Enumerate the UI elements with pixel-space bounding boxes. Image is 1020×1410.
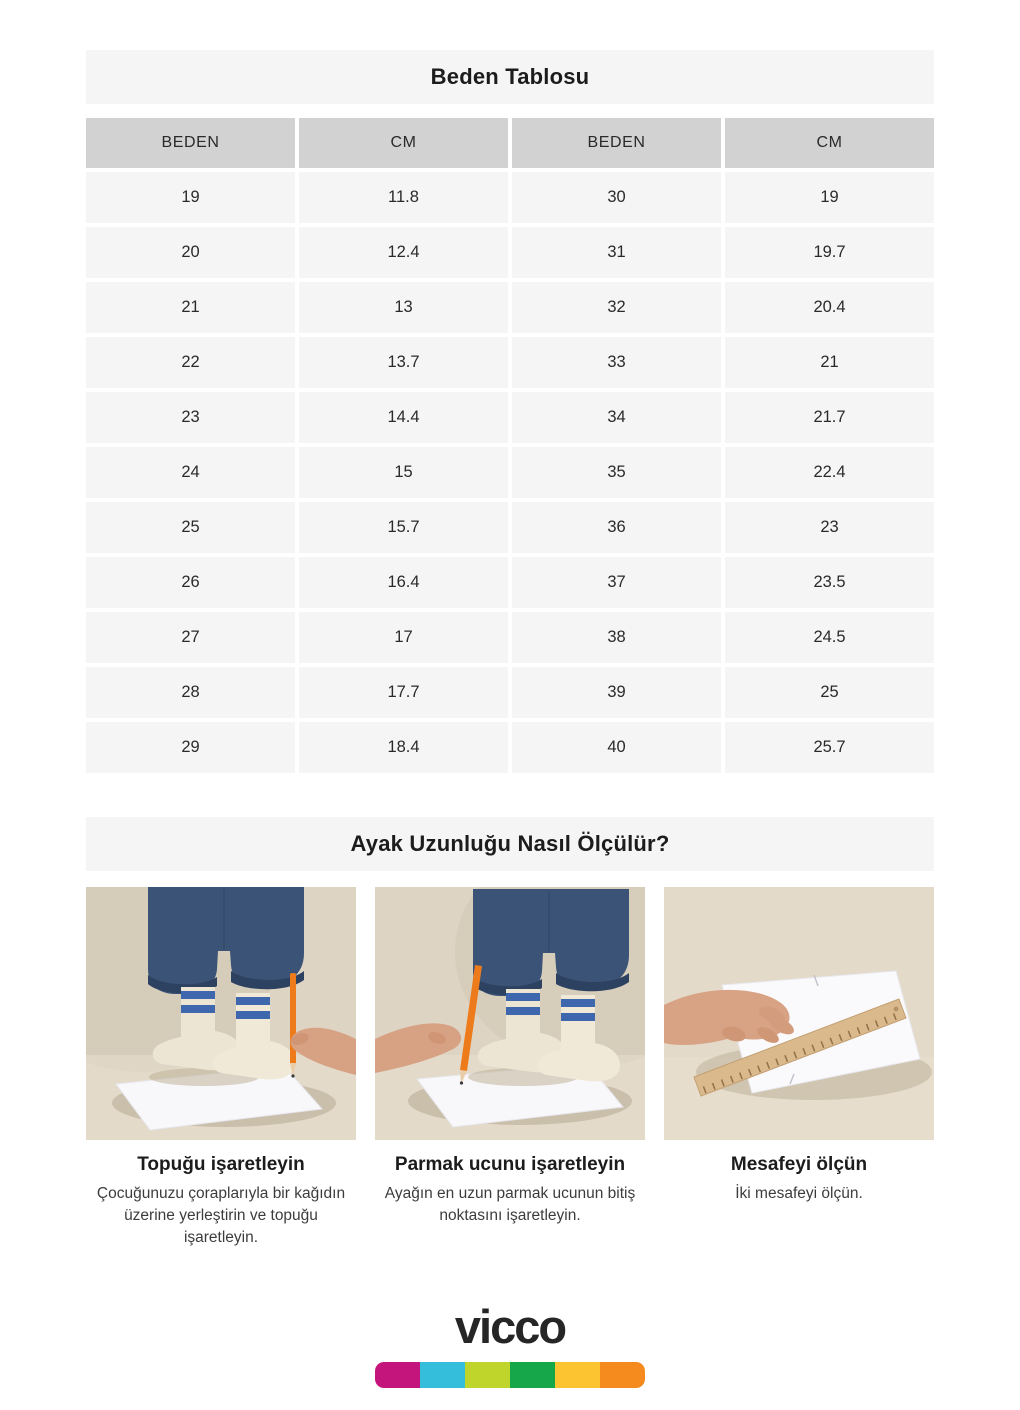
- step-description: Çocuğunuzu çoraplarıyla bir kağıdın üzerine yerleştirin ve topuğu işaretleyin.: [96, 1185, 346, 1246]
- size-table-cell: 26: [86, 557, 295, 608]
- size-table-cell: 37: [512, 557, 721, 608]
- size-table-cell: 12.4: [299, 227, 508, 278]
- size-table: [86, 118, 934, 773]
- size-table-cell: 23: [725, 502, 934, 553]
- size-table-cell: 17: [299, 612, 508, 663]
- mark-heel-photo: [86, 887, 356, 1140]
- measure-steps: [86, 887, 934, 1249]
- size-table-cell: 20: [86, 227, 295, 278]
- size-table-cell: 11.8: [299, 172, 508, 223]
- measure-distance-photo: [664, 887, 934, 1140]
- size-table-cell: 33: [512, 337, 721, 388]
- measure-guide-title: Ayak Uzunluğu Nasıl Ölçülür?: [350, 831, 670, 856]
- brand-color-bar: [375, 1362, 645, 1388]
- size-table-cell: 29: [86, 722, 295, 773]
- mark-toe-photo: [375, 887, 645, 1140]
- size-table-cell: 20.4: [725, 282, 934, 333]
- size-guide-page: [86, 50, 934, 1388]
- size-table-cell: 13: [299, 282, 508, 333]
- size-table-cell: 25.7: [725, 722, 934, 773]
- size-table-cell: 25: [86, 502, 295, 553]
- size-table-cell: 24: [86, 447, 295, 498]
- size-table-header-cell: CM: [299, 118, 508, 168]
- size-table-cell: 21: [86, 282, 295, 333]
- brand-logo: vicco: [454, 1300, 566, 1353]
- size-table-cell: 27: [86, 612, 295, 663]
- size-table-cell: 15.7: [299, 502, 508, 553]
- brand-color-bar-segment: [420, 1362, 465, 1388]
- size-table-cell: 25: [725, 667, 934, 718]
- size-table-cell: 19.7: [725, 227, 934, 278]
- size-table-header-cell: BEDEN: [512, 118, 721, 168]
- size-table-cell: 13.7: [299, 337, 508, 388]
- size-table-cell: 18.4: [299, 722, 508, 773]
- size-table-cell: 30: [512, 172, 721, 223]
- size-table-cell: 21: [725, 337, 934, 388]
- step-title: Mesafeyi ölçün: [730, 1154, 868, 1175]
- step-description: İki mesafeyi ölçün.: [735, 1185, 863, 1202]
- brand-color-bar-segment: [510, 1362, 555, 1388]
- size-table-cell: 38: [512, 612, 721, 663]
- size-table-title: Beden Tablosu: [430, 64, 590, 89]
- size-table-title-band: [86, 50, 934, 104]
- measure-step-3: [664, 887, 934, 1249]
- size-table-cell: 28: [86, 667, 295, 718]
- size-table-cell: 14.4: [299, 392, 508, 443]
- size-table-cell: 39: [512, 667, 721, 718]
- size-table-cell: 23.5: [725, 557, 934, 608]
- measure-step-1: [86, 887, 356, 1249]
- brand-footer: [86, 1300, 934, 1388]
- measure-guide-title-band: [86, 817, 934, 871]
- step-title: Parmak ucunu işaretleyin: [394, 1154, 626, 1175]
- size-table-cell: 21.7: [725, 392, 934, 443]
- size-table-cell: 19: [86, 172, 295, 223]
- brand-color-bar-segment: [465, 1362, 510, 1388]
- size-table-cell: 35: [512, 447, 721, 498]
- brand-color-bar-segment: [555, 1362, 600, 1388]
- size-table-cell: 31: [512, 227, 721, 278]
- size-table-cell: 36: [512, 502, 721, 553]
- size-table-cell: 16.4: [299, 557, 508, 608]
- size-table-cell: 34: [512, 392, 721, 443]
- size-table-cell: 32: [512, 282, 721, 333]
- size-table-cell: 17.7: [299, 667, 508, 718]
- size-table-cell: 22.4: [725, 447, 934, 498]
- size-table-cell: 19: [725, 172, 934, 223]
- size-table-header-cell: BEDEN: [86, 118, 295, 168]
- step-description: Ayağın en uzun parmak ucunun bitiş noktasını işaretleyin.: [384, 1185, 636, 1224]
- size-table-cell: 40: [512, 722, 721, 773]
- size-table-cell: 23: [86, 392, 295, 443]
- measure-step-2: [375, 887, 645, 1249]
- size-table-cell: 15: [299, 447, 508, 498]
- step-title: Topuğu işaretleyin: [137, 1154, 305, 1175]
- size-table-cell: 22: [86, 337, 295, 388]
- size-table-cell: 24.5: [725, 612, 934, 663]
- brand-color-bar-segment: [600, 1362, 645, 1388]
- brand-color-bar-segment: [375, 1362, 420, 1388]
- size-table-header-cell: CM: [725, 118, 934, 168]
